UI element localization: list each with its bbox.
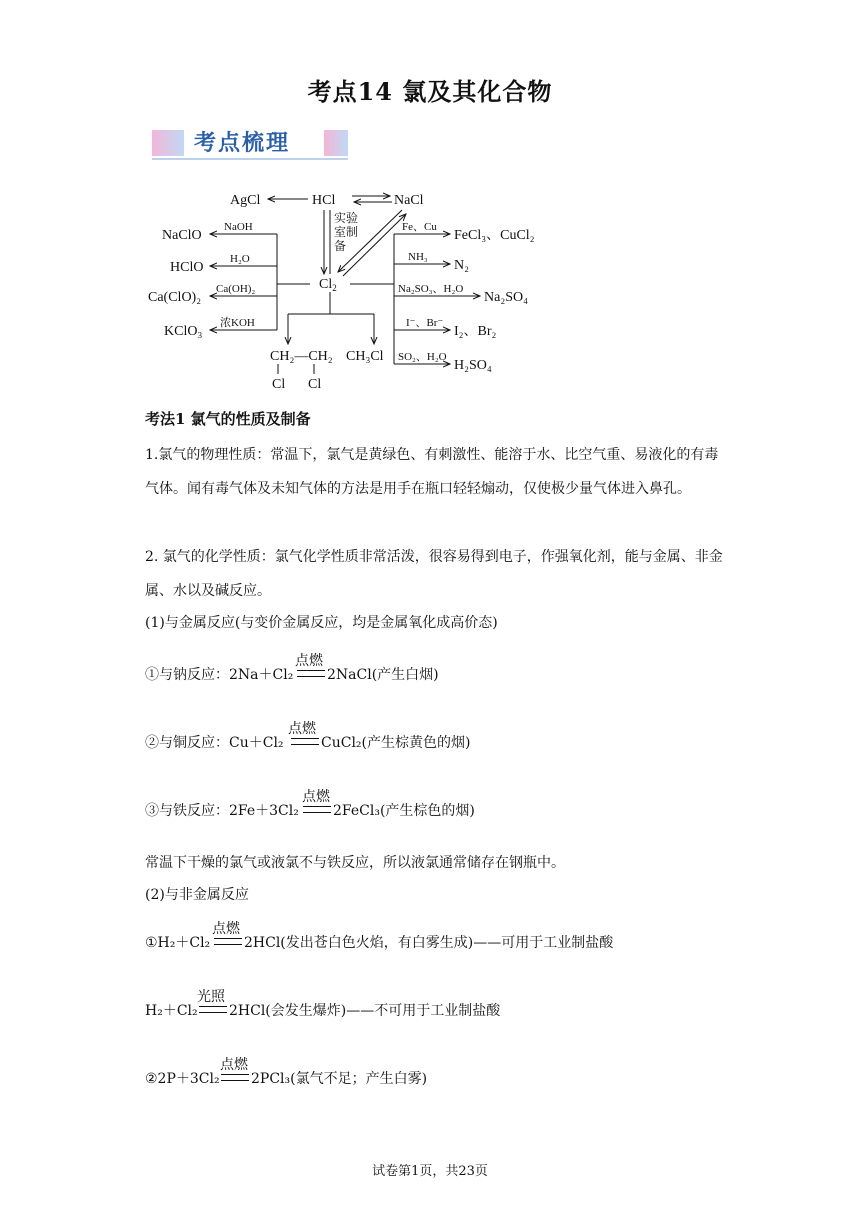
chlorine-reaction-diagram — [140, 180, 560, 395]
svg-text:备: 备 — [334, 239, 347, 253]
reagent-so2-h2o: SO₂、H₂O — [398, 351, 447, 363]
equation-iron: ③与铁反应：2Fe＋3Cl₂ 点燃 2FeCl₃(产生棕色的烟) — [145, 789, 475, 819]
reagent-nh3: NH₃ — [408, 251, 428, 263]
equation-sodium: ①与钠反应：2Na＋Cl₂ 点燃 2NaCl(产生白烟) — [145, 653, 439, 683]
lab-prep-label — [334, 211, 358, 253]
page-footer: 试卷第1页，共23页 — [372, 1164, 488, 1179]
product-fecl3-cucl2: FeCl₃、CuCl₂ — [454, 228, 535, 243]
node-cl2: $Cl_2$ — [319, 277, 337, 293]
note-dry-chlorine: 常温下干燥的氯气或液氯不与铁反应，所以液氯通常储存在钢瓶中。 — [145, 855, 565, 871]
reagent-naoh: NaOH — [224, 221, 253, 233]
reagent-h2o: H₂O — [230, 253, 250, 265]
product-dichloroethane-cl-2: Cl — [308, 377, 322, 392]
reagent-koh: 浓KOH — [220, 317, 255, 329]
reagent-caoh2: Ca(OH)₂ — [216, 283, 256, 295]
svg-text:验: 验 — [346, 211, 359, 225]
reagent-na2so3-h2o: Na₂SO₃、H₂O — [398, 283, 464, 295]
banner-decoration — [152, 130, 184, 156]
svg-text:室: 室 — [334, 225, 347, 239]
node-agcl: AgCl — [230, 193, 261, 208]
page-title: 考点14 氯及其化合物 — [307, 77, 553, 106]
banner-decoration-right — [324, 130, 348, 156]
svg-text:制: 制 — [346, 225, 359, 239]
node-nacl: NaCl — [394, 193, 424, 208]
product-dichloroethane-cl-1: Cl — [272, 377, 286, 392]
subheading-nonmetal-reactions: (2)与非金属反应 — [145, 887, 249, 903]
section-heading: 考法1 氯气的性质及制备 — [145, 410, 311, 428]
product-na2so4: Na₂SO₄ — [484, 290, 528, 305]
subheading-metal-reactions: (1)与金属反应(与变价金属反应，均是金属氧化成高价态) — [145, 615, 498, 631]
reagent-fe-cu: Fe、Cu — [402, 221, 437, 233]
product-ch3cl: CH₃Cl — [346, 349, 384, 364]
product-kclo3: KClO₃ — [164, 324, 203, 339]
equation-phosphorus: ②2P＋3Cl₂ 点燃 2PCl₃(氯气不足；产生白雾) — [145, 1057, 428, 1087]
product-dichloroethane: CH₂—CH₂ — [270, 349, 333, 364]
product-i2-br2: I₂、Br₂ — [454, 324, 497, 339]
product-h2so4: H₂SO₄ — [454, 358, 492, 373]
reagent-i-br: I⁻、Br⁻ — [406, 317, 444, 329]
svg-text:实: 实 — [334, 211, 347, 225]
product-caclo2: Ca(ClO)₂ — [148, 290, 202, 305]
product-hclo: HClO — [170, 260, 204, 275]
node-hcl: HCl — [312, 193, 336, 208]
product-n2: N₂ — [454, 258, 469, 273]
equation-copper: ②与铜反应：Cu＋Cl₂ 点燃 CuCl₂(产生棕黄色的烟) — [145, 721, 471, 751]
section-banner — [152, 126, 348, 160]
paragraph-chemical-properties: 2. 氯气的化学性质：氯气化学性质非常活泼，很容易得到电子，作强氧化剂，能与金属、非金属、水以及碱反应。 — [145, 549, 723, 599]
equation-hydrogen-ignition: ①H₂＋Cl₂ 点燃 2HCl(发出苍白色火焰，有白雾生成)——可用于工业制盐酸 — [145, 921, 614, 951]
product-naclo: NaClO — [162, 228, 202, 243]
paragraph-physical-properties: 1.氯气的物理性质：常温下，氯气是黄绿色、有刺激性、能溶于水、比空气重、易液化的有毒气体。闻有毒气体及未知气体的方法是用手在瓶口轻轻煽动，仅使极少量气体进入鼻孔。 — [145, 447, 719, 497]
equation-hydrogen-light: H₂＋Cl₂ 光照 2HCl(会发生爆炸)——不可用于工业制盐酸 — [145, 989, 501, 1019]
banner-label: 考点梳理 — [194, 131, 291, 156]
banner-underline — [152, 158, 348, 160]
